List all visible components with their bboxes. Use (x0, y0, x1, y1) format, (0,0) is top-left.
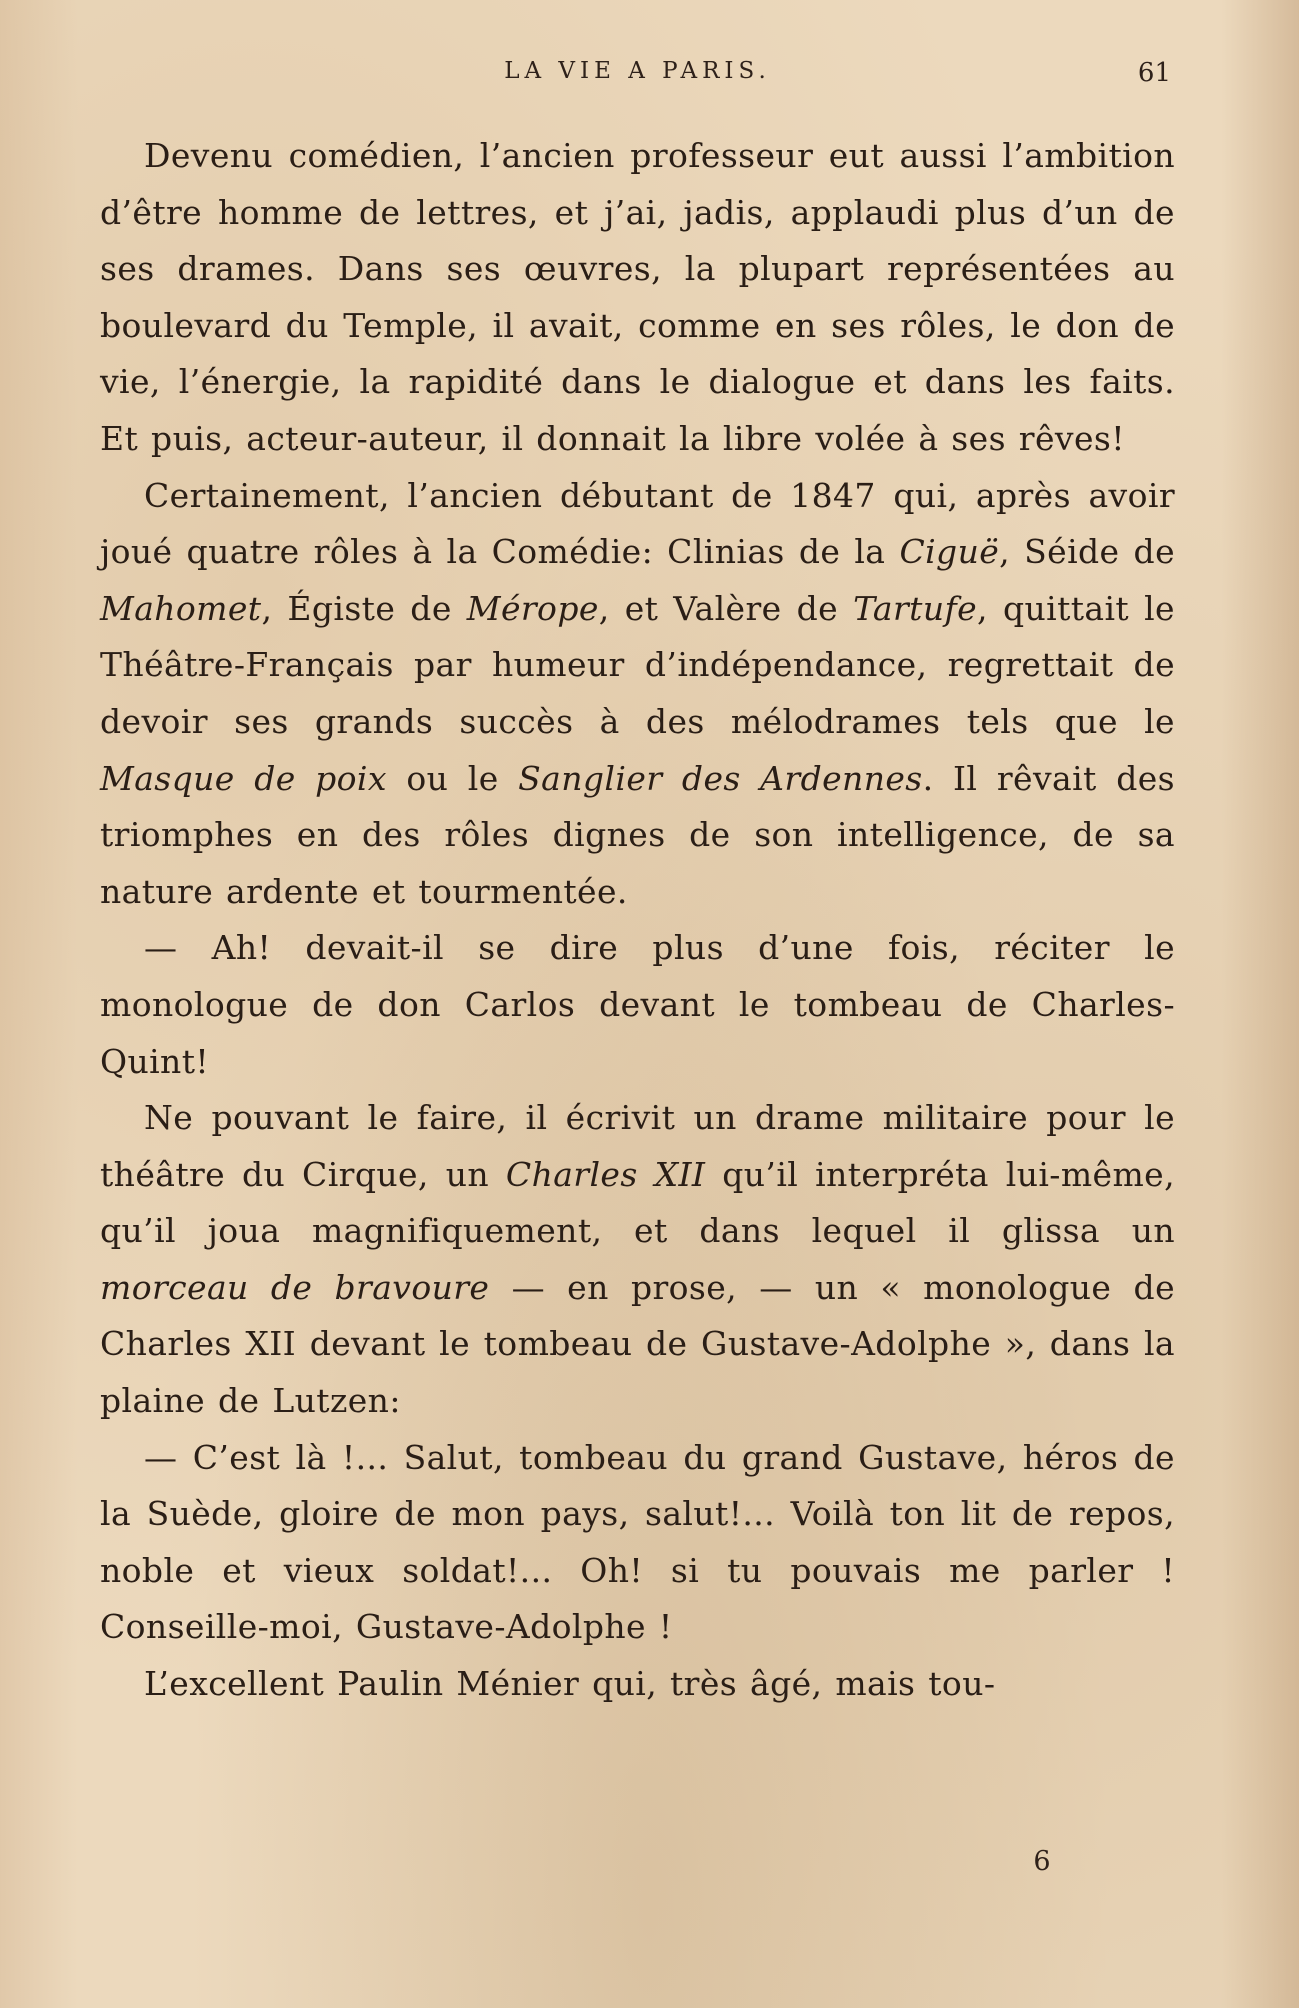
running-head (100, 58, 1175, 98)
text-run: — C’est là !... Salut, tombeau du grand Gustave, héros de la Suède, gloire de mon pays, salut!... Voilà ton lit de repos, noble et vieux soldat!... Oh! si tu pouvais me parler ! Conseille-moi, Gustave-Adolphe ! (100, 1437, 1175, 1647)
paragraph (100, 1090, 1175, 1430)
text-run: , Égiste de (261, 588, 467, 628)
running-title: LA VIE A PARIS. (504, 58, 771, 84)
paragraph (100, 1656, 1175, 1713)
signature-mark: 6 (1033, 1846, 1051, 1877)
italic-title: Mérope (466, 588, 599, 628)
text-run: Certainement, l’ancien débutant de 1847 qui, après avoir joué quatre rôles à la Comédie: Clinias de la (100, 475, 1175, 572)
text-run: . Il rêvait des triomphes en des rôles dignes de son intelligence, de sa nature ardente et tourmentée. (100, 758, 1175, 911)
text-run: , quittait le Théâtre-Français par humeur d’indépendance, regrettait de devoir ses grands succès à des mélodrames tels que le (100, 588, 1175, 741)
italic-title: Masque de poix (100, 758, 387, 798)
text-run: — Ah! devait-il se dire plus d’une fois, réciter le monologue de don Carlos devant le tombeau de Charles-Quint! (100, 928, 1175, 1081)
body-text (100, 128, 1175, 1713)
italic-title: Tartufe (853, 588, 978, 628)
text-run: qu’il interpréta lui-même, qu’il joua magnifiquement, et dans lequel il glissa un (100, 1154, 1175, 1251)
text-run: ou le (386, 758, 519, 798)
text-run: L’excellent Paulin Ménier qui, très âgé, mais tou- (144, 1664, 996, 1704)
italic-title: Sanglier des Ardennes (518, 758, 923, 798)
italic-title: Ciguë (899, 532, 1000, 572)
italic-title: morceau de bravoure (100, 1267, 490, 1307)
paragraph (100, 128, 1175, 468)
text-run: Ne pouvant le faire, il écrivit un drame militaire pour le théâtre du Cirque, un (100, 1098, 1175, 1194)
italic-title: Charles XII (505, 1154, 706, 1194)
text-run: , et Valère de (598, 588, 854, 628)
text-run: — en prose, — un « monologue de Charles XII devant le tombeau de Gustave-Adolphe », dans la plaine de Lutzen: (100, 1267, 1176, 1421)
paragraph (100, 920, 1175, 1090)
text-run: , Séide de (999, 532, 1176, 572)
paragraph (100, 468, 1175, 921)
text-run: Devenu comédien, l’ancien professeur eut aussi l’ambition d’être homme de lettres, et j’ai, jadis, applaudi plus d’un de ses drames. Dans ses œuvres, la plupart représentées au boulevard du Temple, il avait, comme en ses rôles, le don de vie, l’énergie, la rapidité dans le dialogue et dans les faits. Et puis, acteur-auteur, il donnait la libre volée à ses rêves! (100, 136, 1175, 458)
paragraph (100, 1430, 1175, 1656)
italic-title: Mahomet (100, 588, 262, 628)
page-number: 61 (1137, 58, 1171, 88)
